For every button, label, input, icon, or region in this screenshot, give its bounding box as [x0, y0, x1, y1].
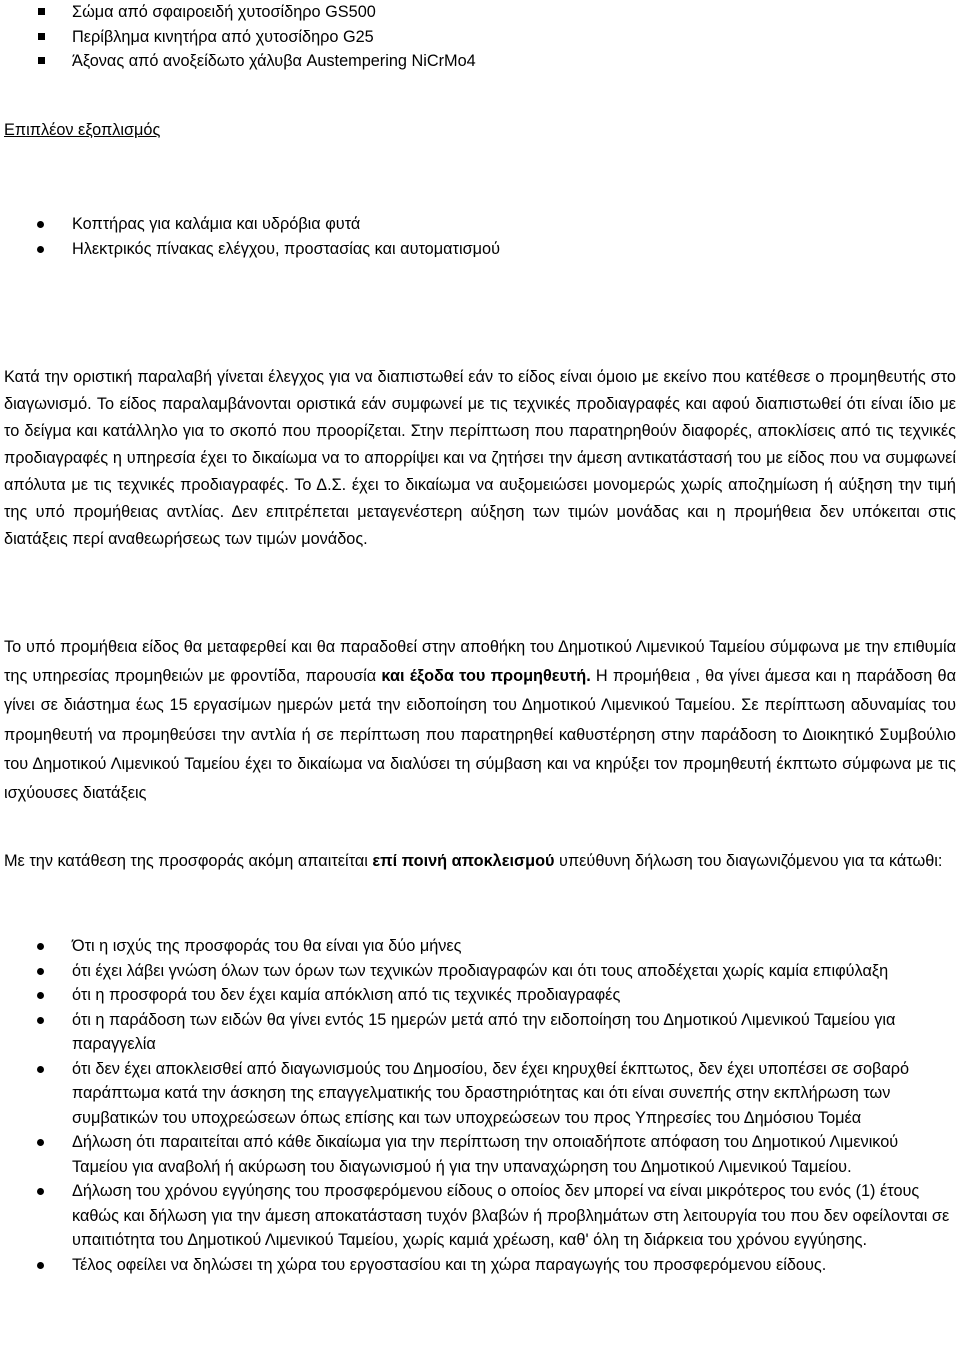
round-bullet-icon	[37, 968, 44, 975]
list-item: ότι η παράδοση των ειδών θα γίνει εντός 15 ημερών μετά από την ειδοποίηση του Δημοτικού Λιμενικού Ταμείου για παραγγελία	[34, 1008, 957, 1057]
declaration-intro-paragraph: Με την κατάθεση της προσφοράς ακόμη απαιτείται επί ποινή αποκλεισμού υπεύθυνη δήλωση του διαγωνιζόμενου για τα κάτωθι:	[4, 852, 943, 870]
list-item: ότι η προσφορά του δεν έχει καμία απόκλιση από τις τεχνικές προδιαγραφές	[34, 983, 957, 1008]
round-bullet-icon	[37, 246, 44, 253]
round-bullet-icon	[37, 943, 44, 950]
round-bullet-icon	[37, 1017, 44, 1024]
list-item: Περίβλημα κινητήρα από χυτοσίδηρο G25	[34, 25, 476, 50]
declarations-list	[34, 934, 957, 1277]
list-item: ότι δεν έχει αποκλεισθεί από διαγωνισμούς του Δημοσίου, δεν έχει κηρυχθεί έκπτωτος, δεν έχει υποπέσει σε σοβαρό παράπτωμα κατά την άσκηση της επαγγελματικής του δραστηριότητας και ότι είναι συνεπής στην εκπλήρωση των συμβατικών του υποχρεώσεων όπως επίσης και των υποχρεώσεων του προς Υπηρεσίες του Δημόσιου Τομέα	[34, 1057, 957, 1131]
acceptance-paragraph: Κατά την οριστική παραλαβή γίνεται έλεγχος για να διαπιστωθεί εάν το είδος είναι όμοιο με εκείνο που κατέθεσε ο προμηθευτής στο διαγωνισμό. Το είδος παραλαμβάνονται οριστικά εάν συμφωνεί με τις τεχνικές προδιαγραφές και αφού διαπιστωθεί ότι είναι ίδιο με το δείγμα και κατάλληλο για το σκοπό που προορίζεται. Στην περίπτωση που παρατηρηθούν διαφορές, αποκλίσεις από τις τεχνικές προδιαγραφές η υπηρεσία έχει το δικαίωμα να το απορρίψει και να ζητήσει την άμεση αντικατάστασή του με είδος που να συμφωνεί απόλυτα με τις τεχνικές προδιαγραφές. Το Δ.Σ. έχει το δικαίωμα να αυξομειώσει μονομερώς χωρίς αποζημίωση ή αύξηση την τιμή της υπό προμήθειας αντλίας. Δεν επιτρέπεται μεταγενέστερη αύξηση των τιμών μονάδας και η προμήθεια δεν υπόκειται στις διατάξεις περί αναθεωρήσεως των τιμών μονάδος.	[4, 368, 956, 548]
list-item: Ότι η ισχύς της προσφοράς του θα είναι για δύο μήνες	[34, 934, 957, 959]
square-bullet-icon	[38, 33, 45, 40]
extra-equipment-list	[34, 212, 500, 261]
list-item: Δήλωση ότι παραιτείται από κάθε δικαίωμα για την περίπτωση την οποιαδήποτε απόφαση του Δημοτικού Λιμενικού Ταμείου για αναβολή ή ακύρωση του διαγωνισμού ή για την υπαναχώρηση του Δημοτικού Λιμενικού Ταμείου.	[34, 1130, 957, 1179]
round-bullet-icon	[37, 1262, 44, 1269]
list-item: Ηλεκτρικός πίνακας ελέγχου, προστασίας και αυτοματισμού	[34, 237, 500, 262]
round-bullet-icon	[37, 1066, 44, 1073]
round-bullet-icon	[37, 1188, 44, 1195]
square-bullet-icon	[38, 8, 45, 15]
list-item: ότι έχει λάβει γνώση όλων των όρων των τεχνικών προδιαγραφών και ότι τους αποδέχεται χωρίς καμία επιφύλαξη	[34, 959, 957, 984]
round-bullet-icon	[37, 1139, 44, 1146]
square-bullet-icon	[38, 57, 45, 64]
delivery-paragraph: Το υπό προμήθεια είδος θα μεταφερθεί και θα παραδοθεί στην αποθήκη του Δημοτικού Λιμενικού Ταμείου σύμφωνα με την επιθυμία της υπηρεσίας προμηθειών με φροντίδα, παρουσία και έξοδα του προμηθευτή. Η προμήθεια , θα γίνει άμεσα και η παράδοση θα γίνει σε διάστημα έως 15 εργασίμων ημερών μετά την ειδοποίηση του Δημοτικού Λιμενικού Ταμείου. Σε περίπτωση αδυναμίας του προμηθευτή να προμηθεύσει την αντλία ή σε περίπτωση που παρατηρηθεί καθυστέρηση στην παράδοση το Διοικητικό Συμβούλιο του Δημοτικού Λιμενικού Ταμείου έχει το δικαίωμα να διαλύσει τη σύμβαση και να κηρύξει τον προμηθευτή έκπτωτο σύμφωνα με τις ισχύουσες διατάξεις	[4, 638, 956, 803]
list-item: Δήλωση του χρόνου εγγύησης του προσφερόμενου είδους ο οποίος δεν μπορεί να είναι μικρότερος του ενός (1) έτους καθώς και δήλωση για την άμεση αποκατάσταση τυχόν βλαβών ή προβλημάτων στη λειτουργία του που δεν οφείλονται σε υπαιτιότητα του Δημοτικού Λιμενικού Ταμείου, χωρίς καμιά χρέωση, καθ' όλη τη διάρκεια του χρόνου εγγύησης.	[34, 1179, 957, 1253]
list-item: Άξονας από ανοξείδωτο χάλυβα Austempering NiCrMo4	[34, 49, 476, 74]
extra-equipment-heading: Επιπλέον εξοπλισμός	[4, 121, 161, 139]
round-bullet-icon	[37, 221, 44, 228]
list-item: Τέλος οφείλει να δηλώσει τη χώρα του εργοστασίου και τη χώρα παραγωγής του προσφερόμενου είδους.	[34, 1253, 957, 1278]
list-item: Σώμα από σφαιροειδή χυτοσίδηρο GS500	[34, 0, 476, 25]
materials-list	[34, 0, 476, 74]
round-bullet-icon	[37, 992, 44, 999]
list-item: Κοπτήρας για καλάμια και υδρόβια φυτά	[34, 212, 500, 237]
